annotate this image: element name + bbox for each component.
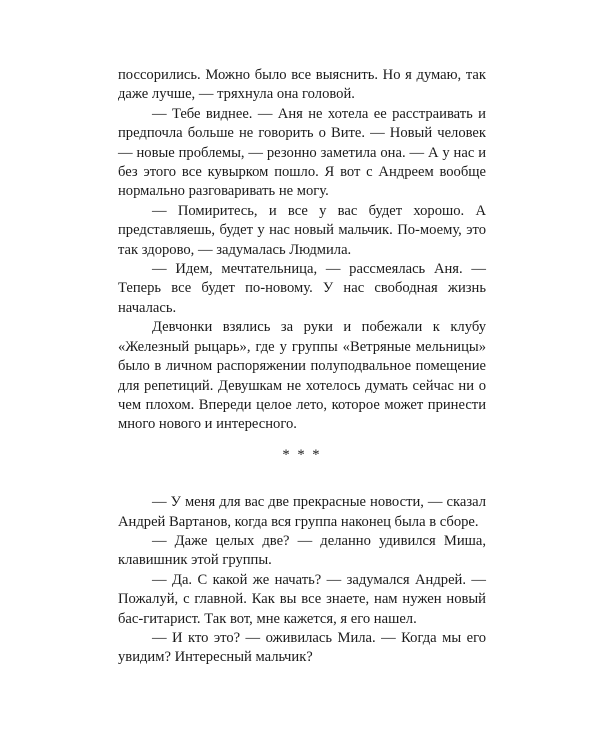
paragraph: — Да. С какой же начать? — задумался Андрей. — Пожалуй, с главной. Как вы все знаете, нам нужен новый бас-гитарист. Так вот, мне кажется, я его нашел. <box>118 571 486 627</box>
spacer <box>118 465 486 493</box>
section-separator: * * * <box>282 446 322 463</box>
spacer <box>118 435 486 446</box>
book-page <box>118 66 486 668</box>
paragraph: — Тебе виднее. — Аня не хотела ее расстраивать и предпочла больше не говорить о Вите. — Новый человек — новые проблемы, — резонно заметила она. — А у нас и без этого все кувырком пошло. Я вот с Андреем вообще нормально разговаривать не могу. <box>118 105 486 200</box>
paragraph: — Помиритесь, и все у вас будет хорошо. А представляешь, будет у нас новый мальчик. По-моему, это так здорово, — задумалась Людмила. <box>118 202 486 258</box>
paragraph: — Идем, мечтательница, — рассмеялась Аня. — Теперь все будет по-новому. У нас свободная жизнь началась. <box>118 261 486 316</box>
paragraph: — У меня для вас две прекрасные новости, — сказал Андрей Вартанов, когда вся группа наконец была в сборе. <box>118 494 486 530</box>
paragraph: Девчонки взялись за руки и побежали к клубу «Железный рыцарь», где у группы «Ветряные мельницы» было в личном распоряжении полуподвальное помещение для репетиций. Девушкам не хотелось думать сейчас ни о чем плохом. Впереди целое лето, которое может принести много нового и интересного. <box>118 319 486 433</box>
paragraph-continued: поссорились. Можно было все выяснить. Но я думаю, так даже лучше, — тряхнула она головой. <box>118 67 486 103</box>
paragraph: — И кто это? — оживилась Мила. — Когда мы его увидим? Интересный мальчик? <box>118 629 486 666</box>
paragraph: — Даже целых две? — деланно удивился Миша, клавишник этой группы. <box>118 532 486 569</box>
